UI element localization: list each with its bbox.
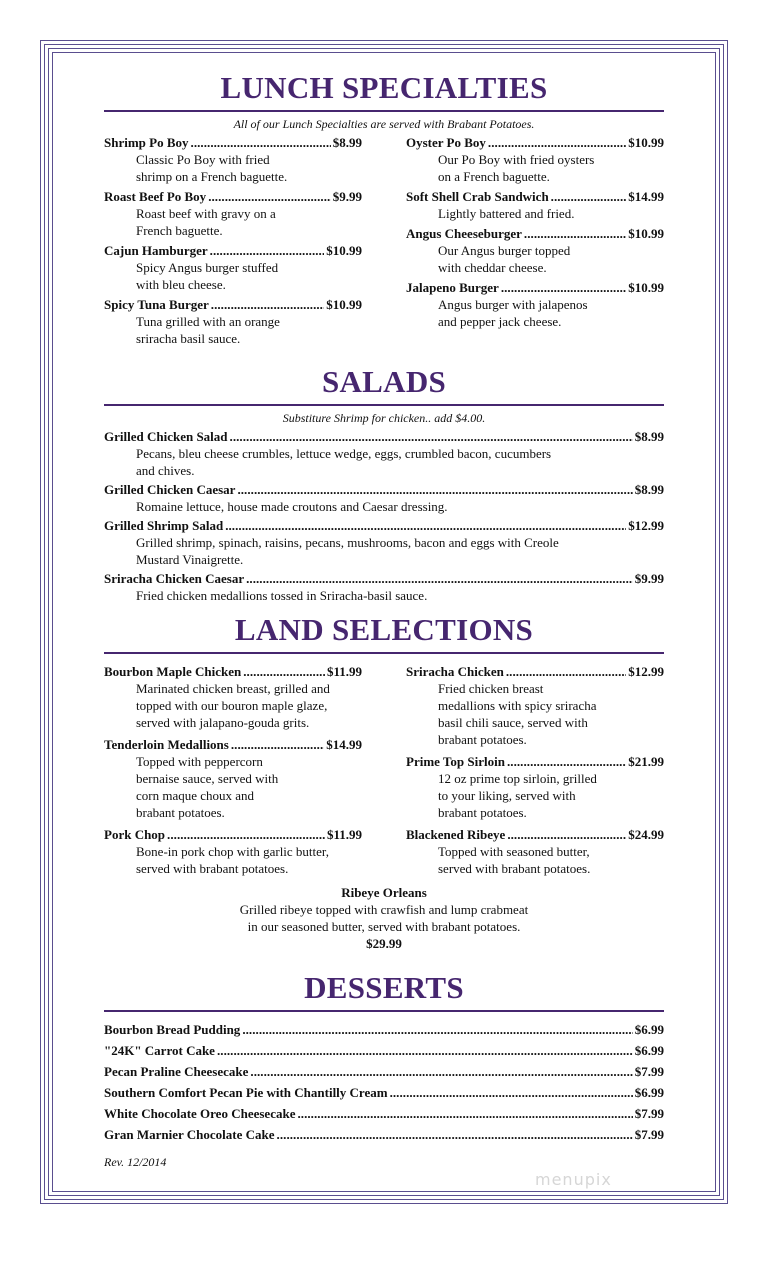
menu-item-desc: with bleu cheese. bbox=[136, 277, 226, 292]
menu-item-line bbox=[104, 1105, 664, 1122]
dot-leader bbox=[243, 663, 325, 680]
menu-item-name: Gran Marnier Chocolate Cake bbox=[104, 1127, 275, 1142]
menu-item-desc: Our Po Boy with fried oysters bbox=[438, 152, 595, 167]
revision-note: Rev. 12/2014 bbox=[104, 1155, 167, 1169]
menu-item bbox=[406, 134, 664, 185]
menu-item-desc: Roast beef with gravy on a bbox=[136, 206, 276, 221]
menu-item bbox=[406, 753, 664, 821]
menu-item-name: Tenderloin Medallions bbox=[104, 737, 229, 752]
menu-item-desc: served with brabant potatoes. bbox=[136, 861, 289, 876]
lunch-columns bbox=[104, 134, 664, 350]
menu-item bbox=[104, 481, 664, 515]
dot-leader bbox=[507, 826, 626, 843]
menu-item-line bbox=[104, 428, 664, 445]
feature-price: $29.99 bbox=[366, 936, 402, 951]
menu-item-name: Grilled Chicken Salad bbox=[104, 429, 228, 444]
dot-leader bbox=[230, 428, 633, 445]
land-columns bbox=[104, 663, 664, 882]
menu-item-name: Soft Shell Crab Sandwich bbox=[406, 189, 549, 204]
menu-item-price: $10.99 bbox=[628, 280, 664, 295]
menu-item-line bbox=[104, 663, 362, 680]
menu-item-line bbox=[406, 134, 664, 151]
menu-item-desc: shrimp on a French baguette. bbox=[136, 169, 288, 184]
menu-item-name: Prime Top Sirloin bbox=[406, 754, 505, 769]
menu-item bbox=[104, 1063, 664, 1080]
menu-item-name: Sriracha Chicken bbox=[406, 664, 504, 679]
salads-section bbox=[104, 364, 664, 604]
menu-item-price: $8.99 bbox=[332, 135, 362, 150]
menu-item-desc: Topped with peppercorn bbox=[136, 754, 263, 769]
lunch-title: LUNCH SPECIALTIES bbox=[220, 70, 548, 105]
menu-item-line bbox=[104, 242, 362, 259]
menu-item-line bbox=[104, 736, 362, 753]
menu-item-desc: French baguette. bbox=[136, 223, 223, 238]
lunch-section bbox=[104, 70, 664, 350]
dot-leader bbox=[507, 753, 626, 770]
menu-item-line bbox=[104, 1021, 664, 1038]
menu-item-name: Blackened Ribeye bbox=[406, 827, 506, 842]
menu-item-price: $11.99 bbox=[326, 827, 362, 842]
dot-leader bbox=[488, 134, 626, 151]
menu-item-line bbox=[104, 134, 362, 151]
menu-item-desc: to your liking, served with bbox=[438, 788, 576, 803]
menu-item-price: $6.99 bbox=[634, 1085, 664, 1100]
menu-item-desc: with cheddar cheese. bbox=[438, 260, 547, 275]
salads-list bbox=[104, 428, 664, 604]
menu-item-price: $12.99 bbox=[628, 664, 664, 679]
watermark: menupix bbox=[535, 1170, 612, 1189]
feature-desc-line: in our seasoned butter, served with brabant potatoes. bbox=[247, 919, 521, 934]
menu-item-price: $8.99 bbox=[634, 482, 664, 497]
menu-item-desc: brabant potatoes. bbox=[438, 805, 527, 820]
menu-item-line bbox=[104, 296, 362, 313]
desserts-list bbox=[104, 1021, 664, 1143]
menu-item bbox=[104, 1042, 664, 1059]
menu-item bbox=[406, 225, 664, 276]
feature-name: Ribeye Orleans bbox=[341, 885, 427, 900]
menu-item bbox=[104, 570, 664, 604]
land-section bbox=[104, 612, 664, 952]
menu-item-name: Roast Beef Po Boy bbox=[104, 189, 207, 204]
dot-leader bbox=[242, 1021, 632, 1038]
menu-item-desc: Angus burger with jalapenos bbox=[438, 297, 588, 312]
lunch-left-column bbox=[104, 134, 362, 350]
menu-item-name: Pork Chop bbox=[104, 827, 166, 842]
menu-item-price: $7.99 bbox=[634, 1106, 664, 1121]
dot-leader bbox=[211, 296, 324, 313]
menu-item-desc: Lightly battered and fried. bbox=[438, 206, 575, 221]
menu-item-desc: bernaise sauce, served with bbox=[136, 771, 279, 786]
dot-leader bbox=[210, 242, 325, 259]
menu-item-desc: corn maque choux and bbox=[136, 788, 255, 803]
menu-item-price: $21.99 bbox=[628, 754, 664, 769]
dot-leader bbox=[506, 663, 626, 680]
menu-item-desc: sriracha basil sauce. bbox=[136, 331, 241, 346]
dot-leader bbox=[501, 279, 626, 296]
menu-item-line bbox=[104, 1084, 664, 1101]
menu-item-line bbox=[104, 1042, 664, 1059]
desserts-rule bbox=[104, 1010, 664, 1012]
dot-leader bbox=[551, 188, 627, 205]
menu-item-price: $7.99 bbox=[634, 1064, 664, 1079]
dot-leader bbox=[390, 1084, 633, 1101]
menu-item-desc: Bone-in pork chop with garlic butter, bbox=[136, 844, 329, 859]
menu-item-line bbox=[104, 1126, 664, 1143]
menu-item bbox=[104, 1084, 664, 1101]
menu-item bbox=[104, 826, 362, 877]
menu-item-line bbox=[104, 570, 664, 587]
menu-item-price: $10.99 bbox=[326, 243, 362, 258]
menu-item-name: Bourbon Bread Pudding bbox=[104, 1022, 241, 1037]
menu-item-line bbox=[104, 188, 362, 205]
menu-item-desc: and chives. bbox=[136, 463, 195, 478]
menu-item bbox=[104, 1105, 664, 1122]
dot-leader bbox=[231, 736, 324, 753]
menu-item-desc: Mustard Vinaigrette. bbox=[136, 552, 244, 567]
menu-item-name: Sriracha Chicken Caesar bbox=[104, 571, 245, 586]
salads-rule bbox=[104, 404, 664, 406]
menu-item bbox=[104, 242, 362, 293]
menu-item-name: White Chocolate Oreo Cheesecake bbox=[104, 1106, 296, 1121]
menu-item bbox=[104, 663, 362, 731]
menu-item-name: Angus Cheeseburger bbox=[406, 226, 522, 241]
menu-item bbox=[104, 188, 362, 239]
land-left-column bbox=[104, 663, 362, 882]
menu-item-desc: Grilled shrimp, spinach, raisins, pecans, mushrooms, bacon and eggs with Creole bbox=[136, 535, 559, 550]
menu-item-line bbox=[104, 1063, 664, 1080]
menu-item bbox=[104, 736, 362, 821]
menu-item-name: Cajun Hamburger bbox=[104, 243, 208, 258]
dot-leader bbox=[277, 1126, 633, 1143]
menu-item bbox=[104, 1126, 664, 1143]
menu-item-desc: Our Angus burger topped bbox=[438, 243, 571, 258]
menu-item-desc: basil chili sauce, served with bbox=[438, 715, 588, 730]
menu-item-desc: Fried chicken breast bbox=[438, 681, 544, 696]
feature-item bbox=[104, 884, 664, 952]
menu-item-price: $9.99 bbox=[634, 571, 664, 586]
menu-item-price: $11.99 bbox=[326, 664, 362, 679]
menu-item-desc: served with jalapano-gouda grits. bbox=[136, 715, 310, 730]
menu-item-price: $6.99 bbox=[634, 1043, 664, 1058]
menu-item-desc: on a French baguette. bbox=[438, 169, 550, 184]
menu-item-desc: 12 oz prime top sirloin, grilled bbox=[438, 771, 597, 786]
menu-item-price: $9.99 bbox=[332, 189, 362, 204]
menu-item-price: $10.99 bbox=[628, 226, 664, 241]
lunch-note: All of our Lunch Specialties are served with Brabant Potatoes. bbox=[233, 117, 535, 131]
lunch-rule bbox=[104, 110, 664, 112]
menu-item-desc: Pecans, bleu cheese crumbles, lettuce wedge, eggs, crumbled bacon, cucumbers bbox=[136, 446, 552, 461]
dot-leader bbox=[167, 826, 325, 843]
menu-item bbox=[406, 826, 664, 877]
menu-item-name: Oyster Po Boy bbox=[406, 135, 486, 150]
dot-leader bbox=[237, 481, 632, 498]
menu-item-desc: Romaine lettuce, house made croutons and Caesar dressing. bbox=[136, 499, 448, 514]
menu-item-name: Grilled Chicken Caesar bbox=[104, 482, 236, 497]
land-rule bbox=[104, 652, 664, 654]
menu-item-desc: brabant potatoes. bbox=[438, 732, 527, 747]
menu-item-line bbox=[406, 279, 664, 296]
menu-item-price: $7.99 bbox=[634, 1127, 664, 1142]
menu-item-line bbox=[406, 826, 664, 843]
menu-item bbox=[406, 279, 664, 330]
menu-item-price: $14.99 bbox=[628, 189, 664, 204]
menu-item bbox=[104, 134, 362, 185]
menu-item-desc: Topped with seasoned butter, bbox=[438, 844, 590, 859]
salads-note: Substiture Shrimp for chicken.. add $4.00. bbox=[282, 411, 486, 425]
menu-item-desc: Marinated chicken breast, grilled and bbox=[136, 681, 330, 696]
menu-item-price: $8.99 bbox=[634, 429, 664, 444]
menu-item-name: Shrimp Po Boy bbox=[104, 135, 189, 150]
dot-leader bbox=[250, 1063, 632, 1080]
dot-leader bbox=[246, 570, 633, 587]
menu-item-desc: served with brabant potatoes. bbox=[438, 861, 591, 876]
menu-item-line bbox=[104, 481, 664, 498]
menu-item-desc: Tuna grilled with an orange bbox=[136, 314, 280, 329]
menu-item-name: Southern Comfort Pecan Pie with Chantilly Cream bbox=[104, 1085, 388, 1100]
menu-item-line bbox=[406, 753, 664, 770]
menu-item-desc: Spicy Angus burger stuffed bbox=[136, 260, 279, 275]
land-title: LAND SELECTIONS bbox=[234, 612, 534, 647]
menu-item-line bbox=[104, 517, 664, 534]
menu-item bbox=[104, 1021, 664, 1038]
dot-leader bbox=[225, 517, 626, 534]
menu-item-name: Grilled Shrimp Salad bbox=[104, 518, 224, 533]
dot-leader bbox=[191, 134, 331, 151]
land-right-column bbox=[406, 663, 664, 882]
menu-item-price: $24.99 bbox=[628, 827, 664, 842]
desserts-section bbox=[104, 970, 664, 1143]
menu-item bbox=[406, 188, 664, 222]
dot-leader bbox=[208, 188, 331, 205]
menu-item-price: $6.99 bbox=[634, 1022, 664, 1037]
menu-item-price: $12.99 bbox=[628, 518, 664, 533]
menu-page bbox=[104, 70, 664, 1147]
menu-item-desc: and pepper jack cheese. bbox=[438, 314, 562, 329]
menu-item-line bbox=[406, 188, 664, 205]
menu-item bbox=[104, 296, 362, 347]
menu-item-name: Spicy Tuna Burger bbox=[104, 297, 209, 312]
menu-item-desc: Classic Po Boy with fried bbox=[136, 152, 270, 167]
menu-item-line bbox=[104, 826, 362, 843]
menu-item-name: Bourbon Maple Chicken bbox=[104, 664, 242, 679]
menu-item-desc: medallions with spicy sriracha bbox=[438, 698, 597, 713]
feature-desc-line: Grilled ribeye topped with crawfish and lump crabmeat bbox=[239, 902, 529, 917]
menu-item-price: $10.99 bbox=[326, 297, 362, 312]
menu-item-desc: brabant potatoes. bbox=[136, 805, 225, 820]
menu-item-price: $10.99 bbox=[628, 135, 664, 150]
dot-leader bbox=[217, 1042, 633, 1059]
menu-item bbox=[406, 663, 664, 748]
menu-item-line bbox=[406, 663, 664, 680]
menu-item-name: Jalapeno Burger bbox=[406, 280, 499, 295]
dot-leader bbox=[524, 225, 626, 242]
salads-title: SALADS bbox=[321, 364, 447, 399]
dot-leader bbox=[297, 1105, 632, 1122]
menu-item-desc: Fried chicken medallions tossed in Sriracha-basil sauce. bbox=[136, 588, 428, 603]
menu-item-price: $14.99 bbox=[326, 737, 362, 752]
lunch-right-column bbox=[406, 134, 664, 350]
desserts-title: DESSERTS bbox=[304, 970, 464, 1005]
menu-item-name: "24K" Carrot Cake bbox=[104, 1043, 215, 1058]
menu-item-name: Pecan Praline Cheesecake bbox=[104, 1064, 249, 1079]
menu-item bbox=[104, 428, 664, 479]
menu-item-desc: topped with our bouron maple glaze, bbox=[136, 698, 328, 713]
menu-item-line bbox=[406, 225, 664, 242]
menu-item bbox=[104, 517, 664, 568]
